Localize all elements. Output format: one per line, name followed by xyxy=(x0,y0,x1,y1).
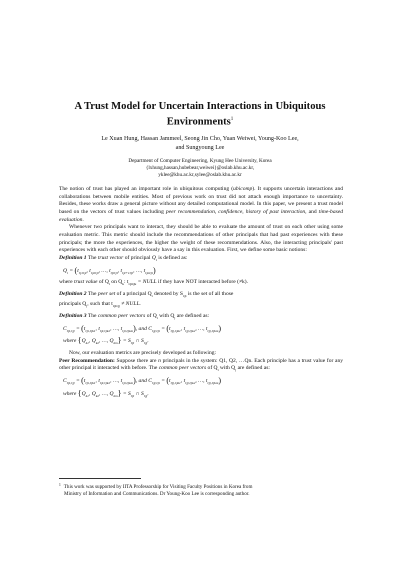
footnote-mark: 1 xyxy=(59,483,61,487)
abstract-paragraph-1 xyxy=(59,186,343,224)
text: ≠ NULL. xyxy=(119,300,141,307)
term-list: peer recommendation, confidence, history of past interaction, xyxy=(165,208,307,215)
def-term: trust vector xyxy=(97,254,124,261)
text: , such that t xyxy=(87,300,113,307)
text: of Q xyxy=(97,279,109,286)
affiliation-emails-1: {lxhung,hassan,hubebear,weiwei}@oslab.khu.ac.kr, xyxy=(145,164,255,171)
def-label: Definition 3 xyxy=(59,312,87,319)
var: Q xyxy=(151,254,156,261)
text: Suppose there are xyxy=(114,357,159,364)
term-ubicomp: ubicomp xyxy=(233,186,253,192)
def-term: peer set xyxy=(97,291,116,298)
affiliation-dept: Department of Computer Engineering, Kyung Hee University, Korea xyxy=(128,158,272,164)
definition-1 xyxy=(59,255,343,265)
footnote-divider xyxy=(59,478,141,479)
text: with Q xyxy=(157,312,175,319)
text: denoted by S xyxy=(152,291,183,298)
text: are defined as: xyxy=(175,312,210,319)
title-line-2: Environments xyxy=(166,116,231,128)
paragraph-3: Now, our evaluation metrics are precisely developed as following: xyxy=(69,350,217,357)
abstract-paragraph-2: Whenever two principals want to interact, they should be able to evaluate the amount of trust on each other using some evaluation metric. This metric should include the recommendations of other principals that had past experiences with these principals; the more the experiences, the higher the weight of these recommendations. Also, the interacting principals' past experiences with each other should obviously have a say in this evaluation. First, we define some basic notions: xyxy=(59,224,343,254)
text: is the set of all those xyxy=(186,291,234,298)
var-sub: i xyxy=(155,258,157,263)
formula-common-peer-1: $C_{Qi,Qj} = (t_{Qi,Qk1}$, $t_{Qi,Qk2}$, …, $t_{Qi,Qkm}$), and $C_{Qj,Qi} = (t_{Qj,Qk1}$, $t_{Qj,Qk2}$, …, $t_{Qj,Qkm}$) xyxy=(63,323,222,333)
formula-common-peer-2: $C_{Qi,Qj} = (t_{Qi,Qk1}$, $t_{Qi,Qk2}$, …, $t_{Qi,Qkm}$), and $C_{Qj,Qi} = (t_{Qj,Qk1}$, $t_{Qj,Qk2}$, …, $t_{Qj,Qkm}$) xyxy=(63,376,222,386)
term: common peer vectors xyxy=(158,365,207,372)
text: of a principal Q xyxy=(115,291,152,298)
def-label: Definition 2 xyxy=(59,291,87,298)
affiliation-emails-2: yklee@khu.ac.kr,sylee@oslab.khu.ac.kr xyxy=(158,171,242,178)
definition-1-where: where trust value of $Q_i$ on $Q_k$: $t_{QiQk}$ = NULL if they have NOT interacted before (≠k). xyxy=(59,279,249,287)
formula-peer-set-1: where {$Q_{k1}$, $Q_{k2}$, …, $Q_{km}\} = S_{Qi}$ ∩ $S_{Qj}$. xyxy=(63,336,149,346)
authors-line-1: Le Xuan Hung, Hassan Jammeel, Seong Jin Cho, Yuan Weiwei, Young-Koo Lee, xyxy=(101,136,299,142)
text: principals Q xyxy=(59,300,87,307)
text: ). It supports uncertain interactions and collaborations between mobile entities. Most of previous work on trust did not attach enough importance to uncertainty. Besides, these works draw a general picture without any detailed computational model. In this paper, we present a trust model based on the vectors of trust values including xyxy=(59,186,343,215)
text: are defined as: xyxy=(236,365,270,372)
text: : t xyxy=(123,279,129,286)
text: of principal xyxy=(123,254,152,261)
affiliation xyxy=(70,158,330,178)
title-line-1: A Trust Model for Uncertain Interactions in Ubiquitous xyxy=(74,101,326,112)
text: The xyxy=(86,312,98,319)
footnote-line-1: This work was supported by IITA Professorship for Visiting Faculty Positions in Korea from xyxy=(63,484,253,490)
text: is defined as: xyxy=(156,254,188,261)
text: with Q xyxy=(218,365,236,372)
def-label: Definition 1 xyxy=(59,254,87,261)
var: n xyxy=(158,357,161,364)
paper-title xyxy=(60,100,340,129)
peer-recommendation: Peer Recommendation: Suppose there are n principals in the system: Q1, Q2, …Qn. Each principle has a trust value for any other principal it interacted with before. The common peer vectors of $Q_i$ with $Q_j$ are defined as: xyxy=(59,357,343,373)
footnote-line-2: Ministry of Information and Communications. Dr Young-Koo Lee is corresponding author. xyxy=(64,490,250,497)
text: . xyxy=(82,216,84,223)
text: The notion of trust has played an important role in ubiquitous computing ( xyxy=(59,186,234,192)
text: on Q xyxy=(109,279,123,286)
def-term: common peer vectors xyxy=(97,312,146,319)
formula-trust-vector: $Q_i = (t_{Q1Qi}$, $t_{Q2Qi}$, …, $t_{QiQi}$, $t_{Qi+1Qi}$, …, $t_{QnQi}$) xyxy=(63,265,156,275)
text: and xyxy=(306,208,319,215)
term-time-based: time-based evaluation xyxy=(59,208,343,223)
text: if they have NOT interacted before (≠k). xyxy=(156,279,249,286)
text: of Q xyxy=(206,365,218,372)
title-footnote-mark: 1 xyxy=(230,117,234,122)
definition-3: Definition 3 The common peer vectors of $Q_i$ with $Q_j$ are defined as: xyxy=(59,312,210,320)
paper-body xyxy=(59,186,343,403)
author-list xyxy=(70,135,330,152)
term: trust value xyxy=(73,279,98,286)
text: The xyxy=(86,254,98,261)
section-label: Peer Recommendation: xyxy=(59,357,115,364)
text: of Q xyxy=(145,312,157,319)
definition-2: Definition 2 The peer set of a principal $Q_i$ denoted by $S_{Qi}$ is the set of all those principals $Q_j$, such that $t_{QiQj}$ ≠ NULL. xyxy=(59,291,234,309)
text: = NULL xyxy=(136,279,157,286)
text: where xyxy=(59,279,74,286)
footnote xyxy=(59,482,343,497)
authors-line-2: and Sungyoung Lee xyxy=(175,144,225,151)
formula-peer-set-2: where {$Q_{k1}$, $Q_{k2}$, …, $Q_{km}\} = S_{Qi}$ ∩ $S_{Qj}$. xyxy=(63,388,149,398)
text: principals in the system: Q1, Q2, …Qn. Each principle has a trust value for any other principal it interacted with before. The xyxy=(59,357,343,372)
text: The xyxy=(86,291,98,298)
